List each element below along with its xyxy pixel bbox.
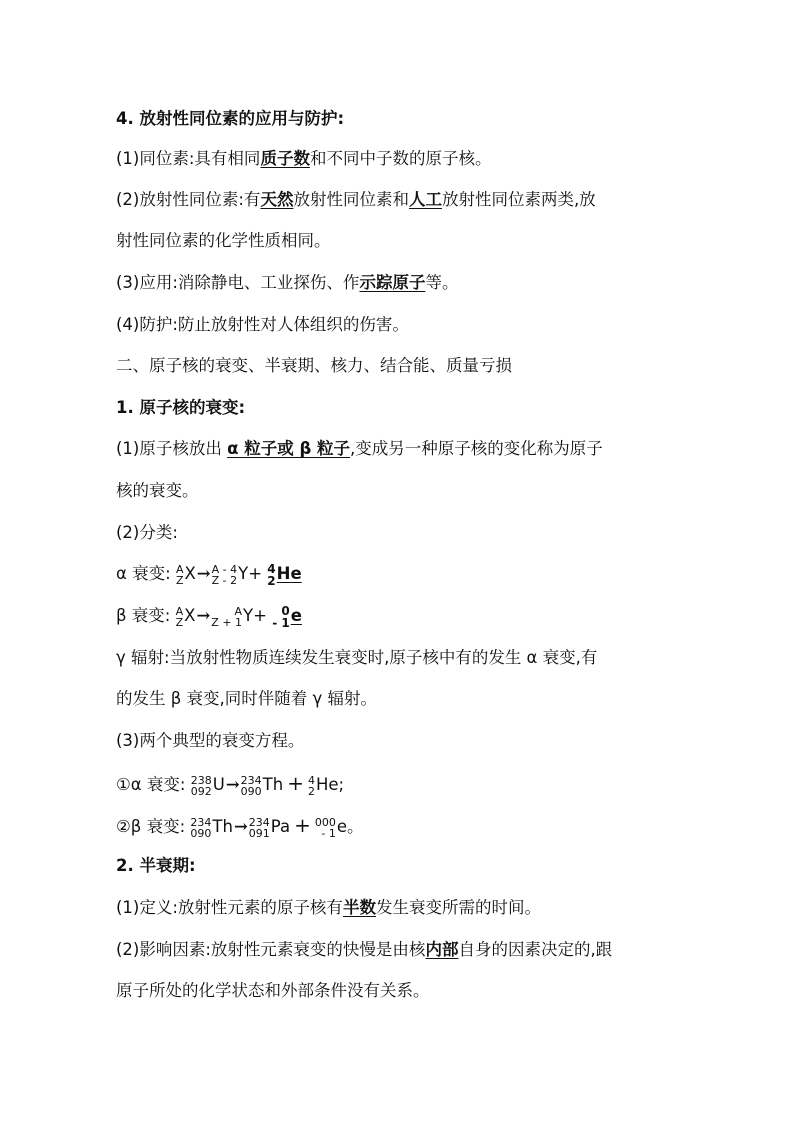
atomic-number: Z: [175, 615, 184, 629]
mass-number: 234: [240, 773, 262, 787]
paragraph-radioisotope: [116, 188, 704, 212]
mass-number: 234: [190, 815, 212, 829]
mass-number: 234: [248, 815, 270, 829]
atomic-number: 090: [190, 826, 212, 840]
text: (2)放射性同位素:有: [116, 190, 261, 209]
mass-number: A: [175, 604, 184, 618]
equation-beta-thorium: [116, 813, 704, 839]
nuclide-symbol: X: [184, 606, 196, 625]
atomic-number: Z: [175, 573, 184, 587]
heading-half-life: 2. 半衰期:: [116, 856, 196, 875]
text: ,变成另一种原子核的变化称为原子: [350, 439, 603, 458]
nuclide-symbol: e。: [336, 817, 364, 836]
section-heading-2: 二、原子核的衰变、半衰期、核力、结合能、质量亏损: [116, 356, 512, 375]
paragraph-half-life-def: [116, 896, 704, 920]
text: (1)同位素:具有相同: [116, 149, 261, 168]
paragraph-decay-def: [116, 437, 704, 461]
paragraph-isotope: [116, 147, 704, 171]
text: 和不同中子数的原子核。: [309, 149, 492, 168]
mass-number: 4: [267, 561, 276, 576]
formula-label: α 衰变:: [116, 564, 171, 583]
nuclide-symbol: e: [290, 606, 302, 625]
equation-alpha-uranium: [116, 771, 704, 797]
atomic-number: Z - 2: [211, 573, 238, 587]
mass-number: 000: [314, 815, 336, 829]
mass-number: 4: [307, 773, 315, 787]
nuclide-symbol: U: [212, 775, 225, 794]
paragraph-factors: [116, 938, 704, 962]
atomic-number: 2: [267, 573, 276, 588]
nuclide-symbol: Y+: [243, 606, 267, 625]
text: (1)原子核放出: [116, 439, 228, 458]
paragraph-classification: (2)分类:: [116, 523, 178, 542]
paragraph-gamma: γ 辐射:当放射性物质连续发生衰变时,原子核中有的发生 α 衰变,有: [116, 648, 598, 667]
text: 发生衰变所需的时间。: [375, 898, 541, 917]
underlined-term: 人工: [408, 190, 442, 209]
formula-label: ②β 衰变:: [116, 817, 186, 836]
underlined-term: 半数: [342, 898, 376, 917]
plus-sign: +: [294, 813, 311, 837]
paragraph-radioisotope-cont: 射性同位素的化学性质相同。: [116, 231, 331, 250]
text: (2)影响因素:放射性元素衰变的快慢是由核: [116, 940, 426, 959]
mass-number: A: [234, 604, 243, 618]
arrow-icon: →: [233, 817, 248, 836]
atomic-number: - 1: [272, 615, 290, 630]
atomic-number: - 1: [321, 826, 336, 840]
text: (3)应用:消除静电、工业探伤、作: [116, 273, 360, 292]
arrow-icon: →: [225, 775, 240, 794]
arrow-icon: →: [196, 564, 211, 583]
mass-number: 238: [190, 773, 212, 787]
paragraph-typical-equations: (3)两个典型的衰变方程。: [116, 731, 305, 750]
mass-number: A: [175, 562, 184, 576]
heading-decay: 1. 原子核的衰变:: [116, 398, 246, 417]
formula-label: β 衰变:: [116, 606, 171, 625]
mass-number: A - 4: [211, 562, 238, 576]
paragraph-protection: (4)防护:防止放射性对人体组织的伤害。: [116, 315, 409, 334]
formula-label: ①α 衰变:: [116, 775, 186, 794]
text: 自身的因素决定的,跟: [458, 940, 613, 959]
alpha-decay-formula: [116, 562, 704, 587]
atomic-number: Z + 1: [211, 615, 243, 629]
paragraph-decay-def-cont: 核的衰变。: [116, 481, 199, 500]
plus-sign: +: [287, 771, 304, 795]
text: 放射性同位素和: [293, 190, 409, 209]
nuclide-symbol: Pa: [270, 817, 291, 836]
heading-4: 4. 放射性同位素的应用与防护:: [116, 109, 345, 128]
paragraph-gamma-cont: 的发生 β 衰变,同时伴随着 γ 辐射。: [116, 689, 378, 708]
underlined-term: 天然: [260, 190, 294, 209]
nuclide-symbol: He: [276, 564, 302, 583]
underlined-term: 质子数: [260, 149, 310, 168]
mass-number: 0: [281, 603, 290, 618]
atomic-number: 091: [248, 826, 270, 840]
underlined-term: 示踪原子: [359, 273, 426, 292]
text: 等。: [425, 273, 459, 292]
atomic-number: 090: [240, 784, 262, 798]
paragraph-factors-cont: 原子所处的化学状态和外部条件没有关系。: [116, 981, 430, 1000]
text: 放射性同位素两类,放: [441, 190, 596, 209]
atomic-number: 2: [307, 784, 315, 798]
arrow-icon: →: [196, 606, 211, 625]
nuclide-symbol: Th: [262, 775, 284, 794]
underlined-term: 内部: [425, 940, 459, 959]
nuclide-symbol: Y+: [238, 564, 263, 583]
nuclide-symbol: Th: [212, 817, 233, 836]
atomic-number: 092: [190, 784, 212, 798]
nuclide-symbol: He;: [315, 775, 345, 794]
paragraph-application: [116, 271, 704, 295]
beta-decay-formula: [116, 604, 704, 629]
nuclide-symbol: X: [184, 564, 196, 583]
text: (1)定义:放射性元素的原子核有: [116, 898, 343, 917]
underlined-term: α 粒子或 β 粒子: [227, 439, 351, 458]
